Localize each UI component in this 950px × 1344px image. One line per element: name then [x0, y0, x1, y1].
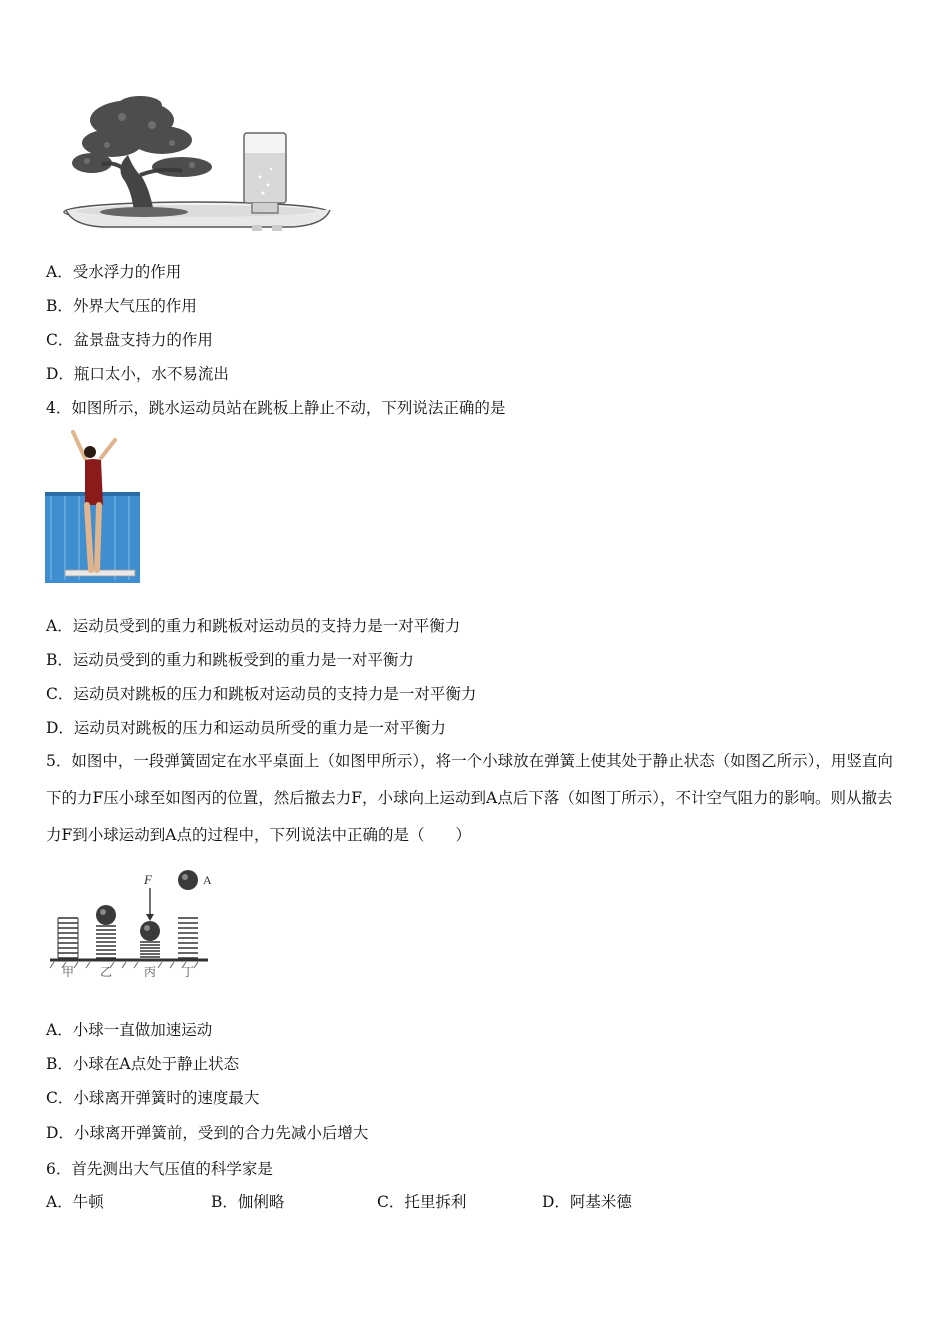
- bonsai-bottle-illustration: [62, 95, 334, 240]
- q4-stem: 4．如图所示，跳水运动员站在跳板上静止不动，下列说法正确的是: [46, 399, 506, 417]
- force-label: F: [144, 872, 152, 887]
- bonsai-bottle-figure: [62, 95, 334, 240]
- q3-option-a: A．受水浮力的作用: [46, 263, 182, 281]
- q3-option-d: D．瓶口太小，水不易流出: [46, 365, 229, 383]
- q5-stem: 5．如图中，一段弹簧固定在水平桌面上（如图甲所示），将一个小球放在弹簧上使其处于静止状态（如图乙所示），用竖直向下的力F压小球至如图丙的位置，然后撤去力F，小球向上运动到A点后下落（如图丁所示），不计空气阻力的影响。则从撤去力F到小球运动到A点的过程中，下列说法中正确的是（ ）: [46, 752, 893, 844]
- q6-option-d: D．阿基米德: [542, 1193, 632, 1211]
- q6-stem: 6．首先测出大气压值的科学家是: [46, 1160, 273, 1178]
- q4-option-d: D．运动员对跳板的压力和运动员所受的重力是一对平衡力: [46, 719, 446, 737]
- q5-option-b: B．小球在A点处于静止状态: [46, 1055, 240, 1073]
- diver-figure: [45, 430, 140, 583]
- q6-option-b: B．伽俐略: [211, 1193, 285, 1211]
- diver-photo: [45, 430, 140, 583]
- label-yi: 乙: [100, 965, 113, 979]
- q5-option-c: C．小球离开弹簧时的速度最大: [46, 1089, 260, 1107]
- q5-option-a: A．小球一直做加速运动: [46, 1021, 213, 1039]
- q6-option-a: A．牛顿: [46, 1193, 104, 1211]
- q4-option-a: A．运动员受到的重力和跳板对运动员的支持力是一对平衡力: [46, 617, 461, 635]
- spring-ball-diagram: [48, 868, 218, 980]
- q3-option-b: B．外界大气压的作用: [46, 297, 197, 315]
- q6-option-c: C．托里拆利: [377, 1193, 467, 1211]
- point-a-label: A: [203, 873, 212, 887]
- q4-option-c: C．运动员对跳板的压力和跳板对运动员的支持力是一对平衡力: [46, 685, 477, 703]
- label-jia: 甲: [62, 965, 75, 979]
- q3-option-c: C．盆景盘支持力的作用: [46, 331, 213, 349]
- q5-option-d: D．小球离开弹簧前，受到的合力先减小后增大: [46, 1124, 369, 1142]
- label-ding: 丁: [182, 965, 195, 979]
- q4-option-b: B．运动员受到的重力和跳板受到的重力是一对平衡力: [46, 651, 414, 669]
- spring-ball-figure: [48, 868, 218, 980]
- label-bing: 丙: [144, 965, 157, 979]
